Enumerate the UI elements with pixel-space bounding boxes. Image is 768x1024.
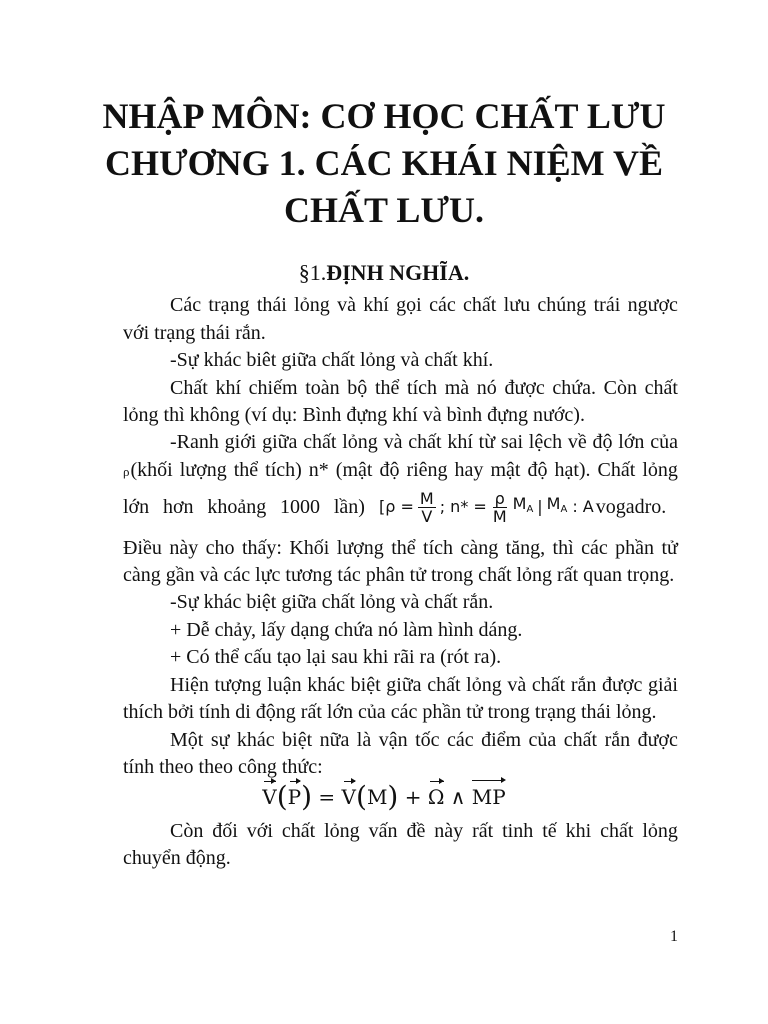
word: chất (303, 431, 337, 453)
word: đề (406, 820, 426, 842)
word: được (504, 377, 545, 399)
word: nó (476, 377, 497, 399)
word: Các (170, 294, 202, 316)
word: của (528, 729, 557, 751)
section-heading (0, 261, 768, 285)
word: chất (427, 674, 461, 696)
word: biệt (282, 729, 313, 751)
fraction-denominator: V (421, 506, 433, 526)
vector-mp: MP (471, 785, 506, 809)
paragraph-4-line-3 (123, 484, 678, 530)
paragraph-4-line-2 (123, 459, 678, 483)
fraction-m-over-v (418, 490, 436, 525)
word: Còn (170, 820, 204, 842)
word: khác (307, 674, 345, 696)
word: 1000 (280, 496, 321, 518)
point-m: M (366, 785, 388, 809)
word: và (383, 431, 403, 453)
word: tăng, (505, 537, 546, 559)
word: Hiện (170, 674, 209, 696)
word: lỏng (342, 431, 378, 453)
word: Một (170, 729, 204, 751)
word: tượng (214, 674, 262, 696)
paragraph-3-line-2: lỏng thì không (ví dụ: Bình đựng khí và bình đựng nước). (123, 404, 585, 426)
fraction-rho-over-m (491, 490, 509, 525)
vector-omega: Ω (427, 785, 445, 809)
word: tử (661, 537, 678, 559)
word: đối (212, 820, 238, 842)
formula-mid: ; n* = (439, 497, 487, 516)
word: mật (490, 459, 521, 481)
word: hơn (162, 496, 194, 518)
word: hay (454, 459, 484, 481)
fraction-denominator: M (492, 506, 507, 526)
word: được (602, 674, 643, 696)
word: khí (215, 377, 241, 399)
velocity-equation: V(P) = V(M) + Ω ∧ MP (262, 780, 506, 813)
word: và (337, 294, 356, 316)
plus-sign: + (404, 785, 422, 809)
word: rắn (604, 729, 631, 751)
paragraph-10-line-2: tính theo theo công thức: (123, 756, 323, 778)
word: -Ranh (170, 431, 219, 453)
word: và (507, 674, 527, 696)
word: này (169, 537, 199, 559)
word: khí (363, 294, 389, 316)
formula-open: [ρ = (379, 497, 414, 516)
word: trái (593, 294, 621, 316)
paragraph-11-line-1 (170, 820, 678, 842)
avogadro-suffix: vogadro. (595, 496, 667, 518)
word: càng (460, 537, 499, 559)
word: luận (267, 674, 302, 696)
molar-mass-2 (547, 493, 568, 521)
word: chất (281, 820, 316, 842)
word: lượng (336, 537, 384, 559)
word: tinh (502, 820, 534, 842)
word: giới (224, 431, 257, 453)
word: thấy: (241, 537, 282, 559)
word: mà (444, 377, 470, 399)
word: lỏng (642, 820, 678, 842)
section-title: ĐỊNH NGHĨA. (326, 260, 470, 285)
word: thể (391, 537, 416, 559)
density-formula (379, 490, 594, 525)
word: lớn (123, 496, 150, 518)
word: tốc (415, 729, 440, 751)
paragraph-5-line-2: càng gần và các lực tương tác phân tử trong chất lỏng rất quan trọng. (123, 564, 675, 586)
page-number: 1 (670, 928, 678, 945)
word: là (356, 729, 372, 751)
word: độ (592, 431, 613, 453)
word: vấn (368, 820, 398, 842)
paragraph-1-line-2: với trạng thái rắn. (123, 322, 266, 344)
word: được (637, 729, 678, 751)
wedge-operator: ∧ (450, 785, 466, 809)
word: lần) (333, 496, 365, 518)
molar-mass-1 (513, 493, 534, 521)
fraction-numerator: ρ (494, 488, 505, 508)
word: chất (644, 377, 678, 399)
rho-symbol: ρ (123, 464, 130, 479)
word: thì (552, 537, 574, 559)
word: toàn (305, 377, 340, 399)
word: (khối (130, 459, 173, 481)
word: gọi (396, 294, 422, 316)
paragraph-9-line-1 (170, 674, 678, 696)
word: rất (472, 820, 494, 842)
word: tích (407, 377, 438, 399)
word: giữa (262, 431, 298, 453)
document-title-line-1: NHẬP MÔN: CƠ HỌC CHẤT LƯU (102, 96, 666, 136)
paragraph-2: -Sự khác biêt giữa chất lỏng và chất khí. (170, 349, 494, 371)
word: thể (233, 459, 259, 481)
paragraph-9-line-2: thích bởi tính di động rất lớn của các phần tử trong trạng thái lỏng. (123, 701, 657, 723)
vector-v-m: V (341, 785, 356, 809)
word: chất (408, 431, 442, 453)
word: các (446, 729, 474, 751)
formula-avogadro-a: : A (572, 497, 594, 516)
vector-v: V (262, 785, 277, 809)
word: phần (615, 537, 655, 559)
molar-mass-symbol: M (546, 494, 561, 513)
paragraph-1-line-1 (170, 294, 678, 316)
word: vận (378, 729, 408, 751)
word: thái (256, 294, 287, 316)
paragraph-11-line-2: chuyển động. (123, 847, 231, 869)
paragraph-5-line-1 (123, 537, 678, 559)
fraction-numerator: M (419, 488, 434, 508)
word: khác (236, 729, 275, 751)
word: riêng (406, 459, 448, 481)
word: khoảng (207, 496, 267, 518)
paragraph-4-line-1 (170, 431, 678, 453)
word: (mật (335, 459, 373, 481)
word: chất (600, 820, 634, 842)
word: thể (374, 377, 400, 399)
section-number: §1. (298, 260, 327, 285)
word: ngược (627, 294, 678, 316)
word: độ (527, 459, 548, 481)
subscript-a: A (560, 504, 568, 515)
document-title-line-3: CHẤT LƯU. (283, 190, 485, 230)
subscript-a: A (526, 504, 534, 515)
paragraph-8: + Có thể cấu tạo lại sau khi rãi ra (rót ra). (170, 646, 502, 668)
word: Chất (170, 377, 208, 399)
word: này (434, 820, 464, 842)
word: tế (542, 820, 557, 842)
word: tích) (265, 459, 302, 481)
word: điểm (481, 729, 522, 751)
word: giữa (386, 674, 422, 696)
word: chất (531, 674, 566, 696)
word: giải (647, 674, 678, 696)
molar-mass-symbol: M (512, 494, 527, 513)
word: sự (210, 729, 230, 751)
word: lỏng (642, 459, 678, 481)
word: chiếm (248, 377, 298, 399)
paragraph-7: + Dễ chảy, lấy dạng chứa nó làm hình dáng. (170, 619, 523, 641)
word: các (581, 537, 608, 559)
word: lệch (528, 431, 563, 453)
word: Khối (289, 537, 330, 559)
word: chúng (537, 294, 587, 316)
paragraph-6: -Sự khác biệt giữa chất lỏng và chất rắn. (170, 591, 494, 613)
word: chất (563, 729, 598, 751)
word: chất (463, 294, 497, 316)
word: lượng (179, 459, 227, 481)
word: sai (500, 431, 524, 453)
word: hạt). (554, 459, 591, 481)
paragraph-10-line-1 (170, 729, 678, 751)
equals-sign: = (318, 785, 336, 809)
word: lỏng (324, 820, 360, 842)
formula-separator: | (537, 497, 543, 516)
word: bộ (347, 377, 368, 399)
word: về (567, 431, 587, 453)
word: của (650, 431, 678, 453)
document-title-line-2: CHƯƠNG 1. CÁC KHÁI NIỆM VỀ (104, 143, 664, 183)
word: trạng (208, 294, 250, 316)
paragraph-4-line-2-words (131, 459, 679, 481)
word: lỏng (294, 294, 330, 316)
paragraph-3-line-1 (170, 377, 678, 399)
word: các (429, 294, 456, 316)
word: Còn (603, 377, 637, 399)
word: khí (447, 431, 473, 453)
word: lưu (503, 294, 531, 316)
word: cho (205, 537, 235, 559)
word: từ (478, 431, 496, 453)
word: tích (423, 537, 454, 559)
word: biệt (350, 674, 381, 696)
word: n* (308, 459, 329, 481)
word: với (246, 820, 273, 842)
word: lớn (618, 431, 645, 453)
word: lỏng (466, 674, 502, 696)
word: nữa (319, 729, 350, 751)
word: Chất (597, 459, 636, 481)
word: rắn (570, 674, 597, 696)
word: chứa. (552, 377, 596, 399)
word: khi (565, 820, 592, 842)
paragraph-4-line-3-words (123, 496, 365, 518)
word: độ (379, 459, 400, 481)
vector-p: P (287, 785, 302, 809)
word: Điều (123, 537, 162, 559)
